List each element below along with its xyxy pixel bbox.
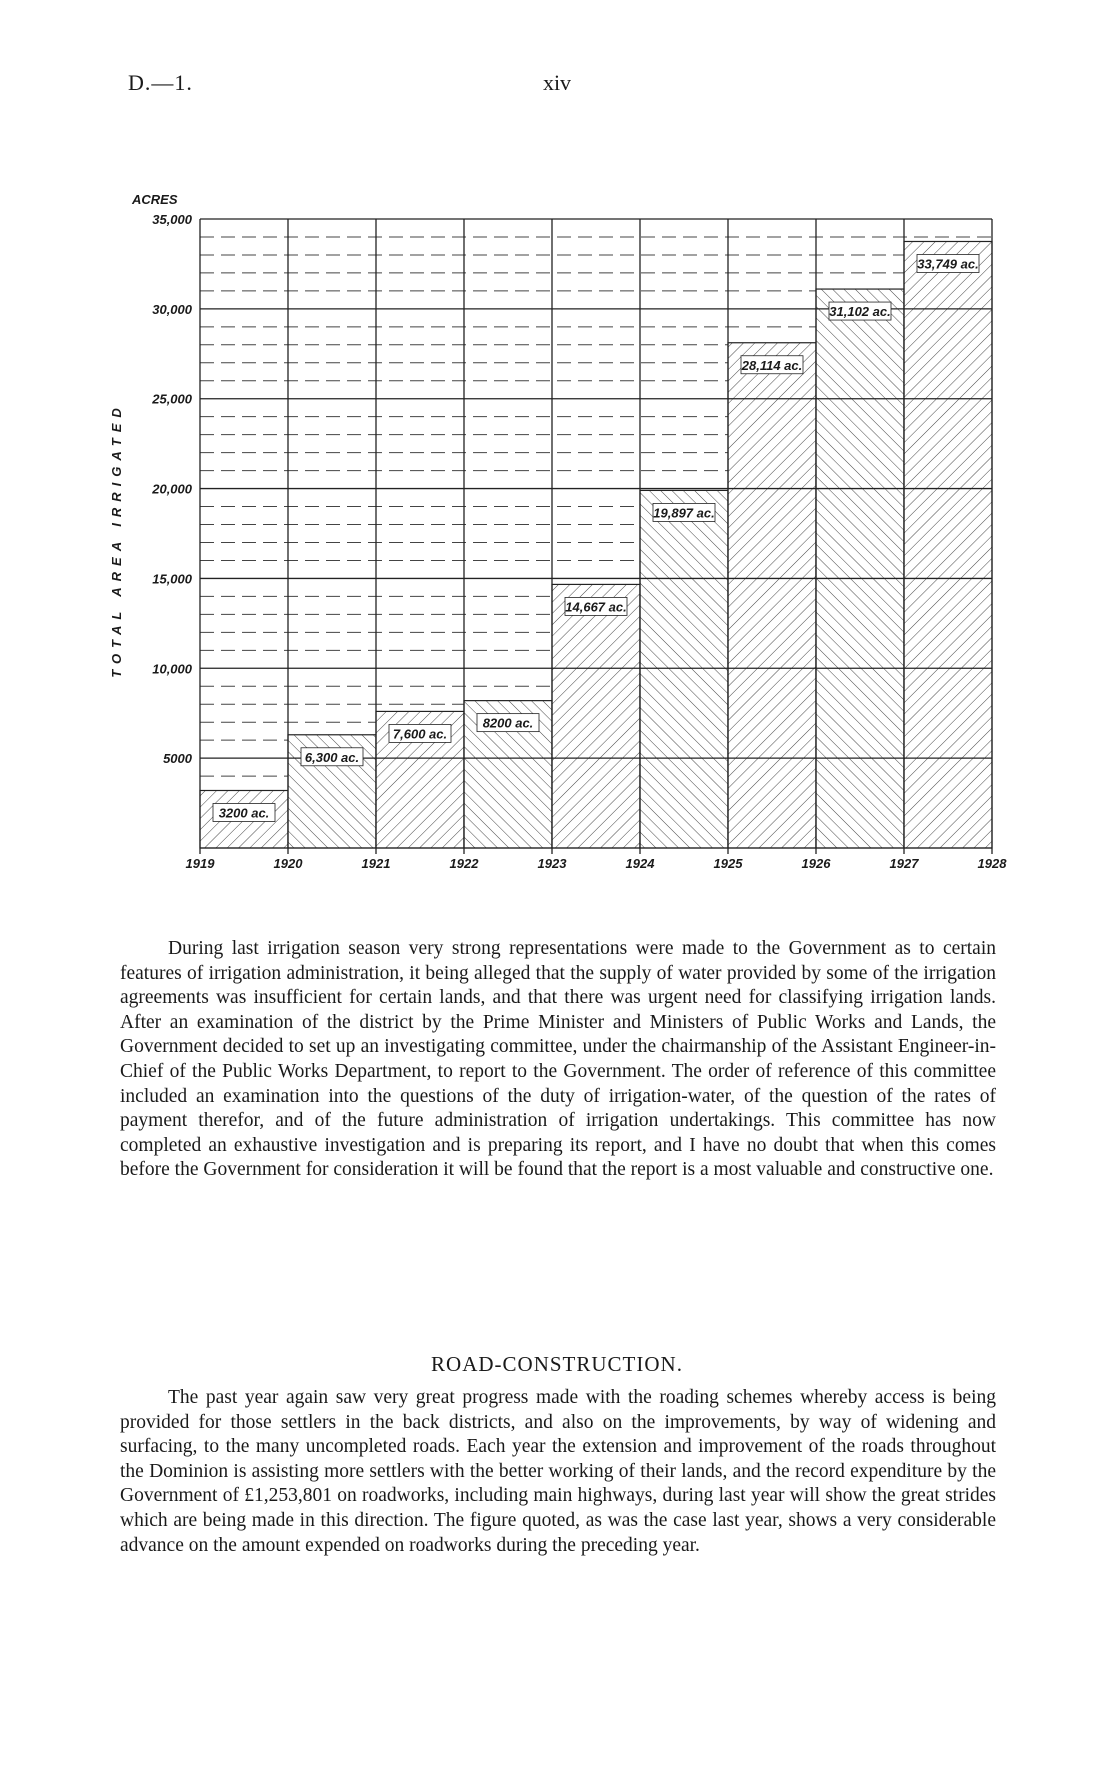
report-code: D.—1. [128,70,193,95]
paragraph-irrigation: During last irrigation season very strong representations were made to the Government as to certain features of irrigation administration, it being alleged that the supply of water provided by some of the irrigation agreements was insufficient for certain lands, and that there was urgent need for classifying irrigation lands. After an examination of the district by the Prime Minister and Ministers of Public Works and Lands, the Government decided to set up an investigating committee, under the chairmanship of the Assistant Engineer-in-Chief of the Public Works Department, to report to the Government. The order of reference of this committee included an examination into the questions of the duty of irrigation-water, of the question of the rates of payment therefor, and of the future administration of irrigation undertakings. This committee has now completed an exhaustive investigation and is preparing its report, and I have no doubt that when this comes before the Government for consideration it will be found that the report is a most valuable and constructive one. [120,938,996,1181]
x-tick-label: 1928 [977,856,1007,871]
bar [816,289,904,848]
y-tick-label: 25,000 [152,391,192,407]
y-tick-labels [151,212,193,766]
page-number: xiv [542,70,572,95]
data-label: 6,300 ac. [304,749,360,765]
data-label: 31,102 ac. [829,304,891,320]
x-tick-label: 1927 [889,856,919,871]
data-label: 3200 ac. [218,805,270,821]
y-tick-label: 10,000 [152,661,192,677]
x-tick-label: 1924 [625,856,655,871]
bar [640,490,728,848]
x-tick-label: 1923 [537,856,567,871]
x-tick-label: 1920 [273,856,303,871]
x-tick-label: 1919 [185,856,215,871]
x-tick-label: 1925 [713,856,743,871]
y-tick-label: 30,000 [152,301,192,317]
x-tick-label: 1921 [361,856,391,871]
y-tick-label: 5000 [163,751,192,767]
x-tick-labels [186,856,1008,871]
x-tick-label: 1922 [449,856,479,871]
bar [552,584,640,848]
y-tick-label: 20,000 [152,481,192,497]
data-label: 28,114 ac. [741,357,803,373]
section-title-road-construction: ROAD-CONSTRUCTION. [431,1352,683,1376]
x-tick-label: 1926 [801,856,831,871]
bar [904,241,992,848]
bar [728,343,816,848]
data-label: 33,749 ac. [917,256,979,272]
paragraph-road-construction: The past year again saw very great progress made with the roading schemes whereby access is being provided for those settlers in the back districts, and also on the improvements, by way of widening and surfacing, to the many uncompleted roads. Each year the extension and improvement of the roads throughout the Dominion is assisting more settlers with the better working of their lands, and the record expenditure by the Government of £1,253,801 on roadworks, including main highways, during last year will show the great strides which are being made in this direction. The figure quoted, as was the case last year, shows a very considerable advance on the amount expended on roadworks during the preceding year. [120,1387,996,1556]
data-label: 14,667 ac. [565,599,627,615]
data-label: 7,600 ac. [392,726,448,742]
y-tick-label: 35,000 [152,212,192,227]
y-axis-unit: ACRES [132,192,178,207]
y-tick-label: 15,000 [152,571,192,587]
data-label: 19,897 ac. [653,505,715,521]
y-axis-title: TOTAL AREA IRRIGATED [109,402,124,678]
data-label: 8200 ac. [482,715,534,731]
